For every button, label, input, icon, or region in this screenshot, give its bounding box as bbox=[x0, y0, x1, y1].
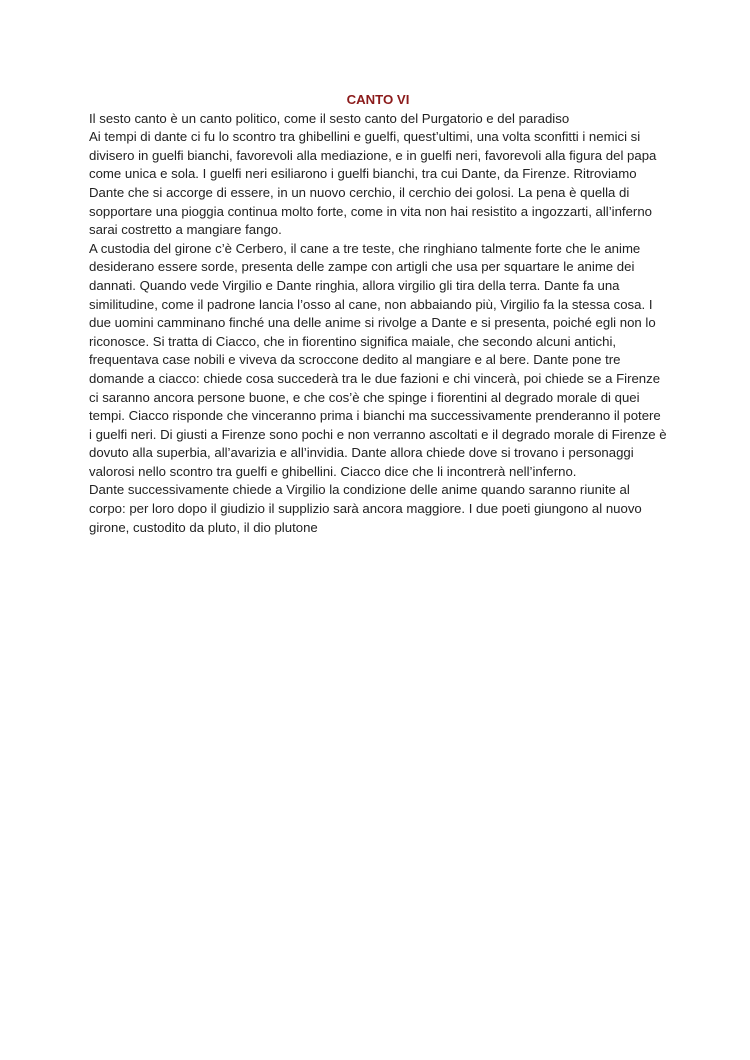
document-body bbox=[89, 91, 667, 537]
paragraph-historical-context: Ai tempi di dante ci fu lo scontro tra ghibellini e guelfi, quest’ultimi, una volta sconfitti i nemici si divisero in guelfi bianchi, favorevoli alla mediazione, e in guelfi neri, favorevoli alla figura del papa come unica e sola. I guelfi neri esiliarono i guelfi bianchi, tra cui Dante, da Firenze. Ritroviamo Dante che si accorge di essere, in un nuovo cerchio, il cerchio dei golosi. La pena è quella di sopportare una pioggia continua molto forte, come in vita non hai resistito a ingozzarti, all’inferno sarai costretto a mangiare fango. bbox=[89, 129, 657, 238]
paragraph-intro: Il sesto canto è un canto politico, come il sesto canto del Purgatorio e del paradiso bbox=[89, 110, 570, 126]
paragraph-conclusion: Dante successivamente chiede a Virgilio la condizione delle anime quando saranno riunite al corpo: per loro dopo il giudizio il supplizio sarà ancora maggiore. I due poeti giungono al nuovo girone, custodito da pluto, il dio plutone bbox=[89, 482, 642, 535]
paragraph-cerbero-ciacco: A custodia del girone c’è Cerbero, il cane a tre teste, che ringhiano talmente forte che le anime desiderano essere sorde, presenta delle zampe con artigli che usa per squartare le anime dei dannati. Quando vede Virgilio e Dante ringhia, allora virgilio gli tira della terra. Dante fa una similitudine, come il padrone lancia l’osso al cane, non abbaiando più, Virgilio fa la stessa cosa. I due uomini camminano finché una delle anime si rivolge a Dante e si presenta, poiché egli non lo riconosce. Si tratta di Ciacco, che in fiorentino significa maiale, che secondo alcuni antichi, frequentava case nobili e viveva da scroccone dedito al mangiare e al bere. Dante pone tre domande a ciacco: chiede cosa succederà tra le due fazioni e chi vincerà, poi chiede se a Firenze ci saranno ancora persone buone, e che cos’è che spinge i fiorentini al degrado morale di quei tempi. Ciacco risponde che vinceranno prima i bianchi ma successivamente prenderanno il potere i guelfi neri. Di giusti a Firenze sono pochi e non verranno ascoltati e il degrado morale di Firenze è dovuto alla superbia, all’avarizia e all’invidia. Dante allora chiede dove si trovano i personaggi valorosi nello scontro tra guelfi e ghibellini. Ciacco dice che li incontrerà nell’inferno. bbox=[89, 240, 667, 479]
document-title: CANTO VI bbox=[346, 92, 410, 107]
